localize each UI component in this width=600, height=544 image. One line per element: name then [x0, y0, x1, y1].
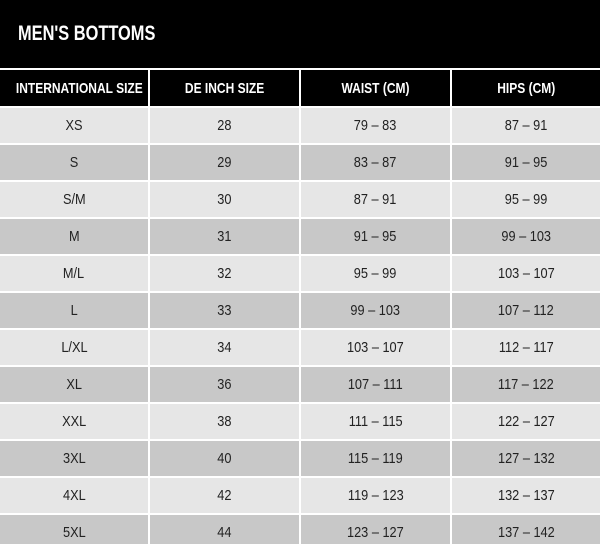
table-row [0, 440, 600, 477]
cell-international-size: M/L [0, 255, 149, 292]
table-row [0, 218, 600, 255]
cell-international-size: M [0, 218, 149, 255]
cell-waist: 115 – 119 [300, 440, 451, 477]
cell-international-size: XXL [0, 403, 149, 440]
header-row [0, 69, 600, 107]
cell-de-inch-size: 30 [149, 181, 300, 218]
cell-de-inch-size: 32 [149, 255, 300, 292]
cell-international-size: 5XL [0, 514, 149, 544]
header-de-inch-size: DE INCH SIZE [149, 69, 300, 107]
table-row [0, 292, 600, 329]
cell-waist: 111 – 115 [300, 403, 451, 440]
cell-hips: 87 – 91 [451, 107, 600, 144]
cell-waist: 87 – 91 [300, 181, 451, 218]
cell-waist: 83 – 87 [300, 144, 451, 181]
table-row [0, 514, 600, 544]
cell-de-inch-size: 34 [149, 329, 300, 366]
table-row [0, 329, 600, 366]
cell-international-size: XS [0, 107, 149, 144]
table-row [0, 366, 600, 403]
cell-waist: 79 – 83 [300, 107, 451, 144]
cell-hips: 99 – 103 [451, 218, 600, 255]
cell-waist: 95 – 99 [300, 255, 451, 292]
table-row [0, 181, 600, 218]
cell-waist: 119 – 123 [300, 477, 451, 514]
table-body [0, 107, 600, 544]
title-bar [0, 0, 600, 68]
cell-waist: 91 – 95 [300, 218, 451, 255]
cell-de-inch-size: 31 [149, 218, 300, 255]
cell-waist: 103 – 107 [300, 329, 451, 366]
cell-de-inch-size: 36 [149, 366, 300, 403]
cell-de-inch-size: 28 [149, 107, 300, 144]
cell-hips: 137 – 142 [451, 514, 600, 544]
cell-international-size: 4XL [0, 477, 149, 514]
cell-de-inch-size: 29 [149, 144, 300, 181]
cell-international-size: XL [0, 366, 149, 403]
cell-hips: 122 – 127 [451, 403, 600, 440]
cell-waist: 107 – 111 [300, 366, 451, 403]
table-row [0, 107, 600, 144]
cell-waist: 123 – 127 [300, 514, 451, 544]
header-hips-cm: HIPS (CM) [451, 69, 600, 107]
page-title: MEN'S BOTTOMS [18, 22, 156, 45]
table-row [0, 144, 600, 181]
cell-hips: 103 – 107 [451, 255, 600, 292]
cell-hips: 132 – 137 [451, 477, 600, 514]
size-table [0, 68, 600, 544]
cell-hips: 107 – 112 [451, 292, 600, 329]
cell-de-inch-size: 40 [149, 440, 300, 477]
cell-hips: 117 – 122 [451, 366, 600, 403]
cell-hips: 91 – 95 [451, 144, 600, 181]
cell-hips: 95 – 99 [451, 181, 600, 218]
cell-de-inch-size: 33 [149, 292, 300, 329]
cell-de-inch-size: 44 [149, 514, 300, 544]
header-international-size: INTERNATIONAL SIZE [0, 69, 149, 107]
cell-hips: 127 – 132 [451, 440, 600, 477]
table-row [0, 255, 600, 292]
table-row [0, 477, 600, 514]
cell-hips: 112 – 117 [451, 329, 600, 366]
table-row [0, 403, 600, 440]
header-waist-cm: WAIST (CM) [300, 69, 451, 107]
cell-international-size: S [0, 144, 149, 181]
cell-de-inch-size: 38 [149, 403, 300, 440]
cell-international-size: S/M [0, 181, 149, 218]
cell-international-size: L/XL [0, 329, 149, 366]
cell-de-inch-size: 42 [149, 477, 300, 514]
cell-waist: 99 – 103 [300, 292, 451, 329]
cell-international-size: 3XL [0, 440, 149, 477]
cell-international-size: L [0, 292, 149, 329]
